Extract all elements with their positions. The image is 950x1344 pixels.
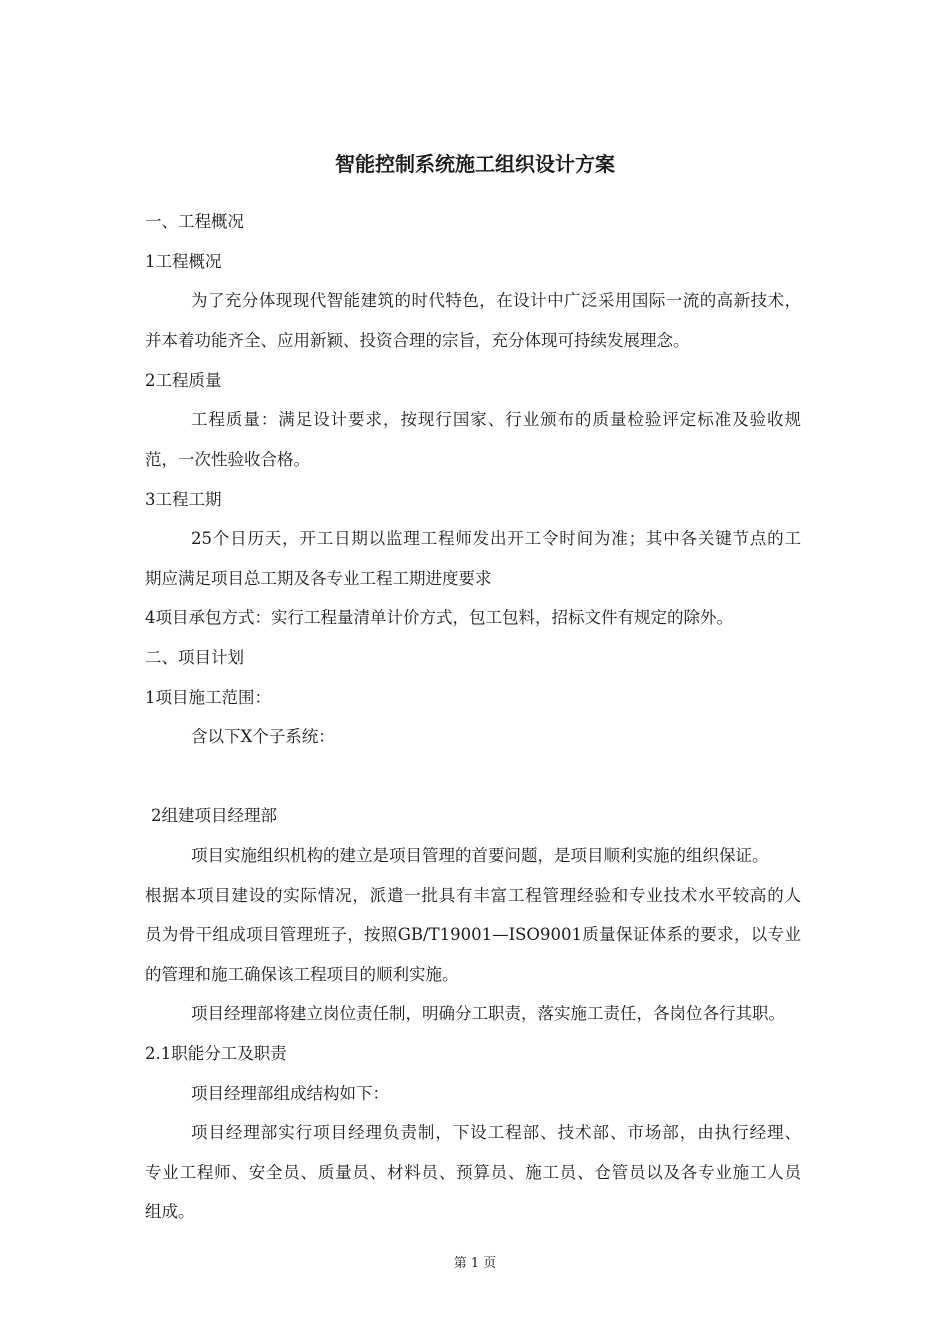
paragraph-line: 专业工程师、安全员、质量员、材料员、预算员、施工员、仓管员以及各专业施工人员: [145, 1163, 801, 1182]
paragraph-line: 的管理和施工确保该工程项目的顺利实施。: [145, 965, 459, 984]
subsection-heading-duties: 2.1职能分工及职责: [145, 1044, 287, 1063]
paragraph-line: 为了充分体现现代智能建筑的时代特色，在设计中广泛采用国际一流的高新技术，: [191, 291, 801, 310]
subsection-heading-schedule: 3工程工期: [145, 490, 222, 509]
paragraph-line: 并本着功能齐全、应用新颖、投资合理的宗旨，充分体现可持续发展理念。: [145, 331, 690, 350]
paragraph-line: 组成。: [145, 1202, 195, 1221]
subsection-heading-quality: 2工程质量: [145, 371, 222, 390]
paragraph-line: 含以下X个子系统：: [191, 727, 335, 746]
paragraph-line: 员为骨干组成项目管理班子，按照GB/T19001—ISO9001质量保证体系的要求，以专业: [145, 925, 801, 944]
paragraph-line: 范，一次性验收合格。: [145, 450, 310, 469]
paragraph-line: 25个日历天，开工日期以监理工程师发出开工令时间为准；其中各关键节点的工: [191, 529, 801, 548]
subsection-heading-contract: 4项目承包方式：实行工程量清单计价方式，包工包料，招标文件有规定的除外。: [145, 608, 733, 627]
paragraph-line: 项目经理部将建立岗位责任制，明确分工职责，落实施工责任，各岗位各行其职。: [191, 1004, 785, 1023]
page-number: 第 1 页: [453, 1256, 497, 1271]
paragraph-line: 项目经理部实行项目经理负责制，下设工程部、技术部、市场部，由执行经理、: [191, 1123, 801, 1142]
paragraph-line: 期应满足项目总工期及各专业工程工期进度要求: [145, 569, 492, 588]
subsection-heading-project-dept: 2组建项目经理部: [151, 806, 277, 825]
paragraph-line: 项目实施组织机构的建立是项目管理的首要问题，是项目顺利实施的组织保证。: [191, 846, 769, 865]
document-title: 智能控制系统施工组织设计方案: [335, 152, 615, 176]
paragraph-line: 工程质量：满足设计要求，按现行国家、行业颁布的质量检验评定标准及验收规: [191, 410, 801, 429]
section-heading-overview: 一、工程概况: [145, 212, 244, 231]
subsection-heading-scope: 1项目施工范围：: [145, 688, 271, 707]
paragraph-line: 根据本项目建设的实际情况，派遣一批具有丰富工程管理经验和专业技术水平较高的人: [145, 886, 801, 905]
subsection-heading-overview: 1工程概况: [145, 252, 222, 271]
paragraph-line: 项目经理部组成结构如下：: [191, 1084, 389, 1103]
section-heading-plan: 二、项目计划: [145, 648, 244, 667]
